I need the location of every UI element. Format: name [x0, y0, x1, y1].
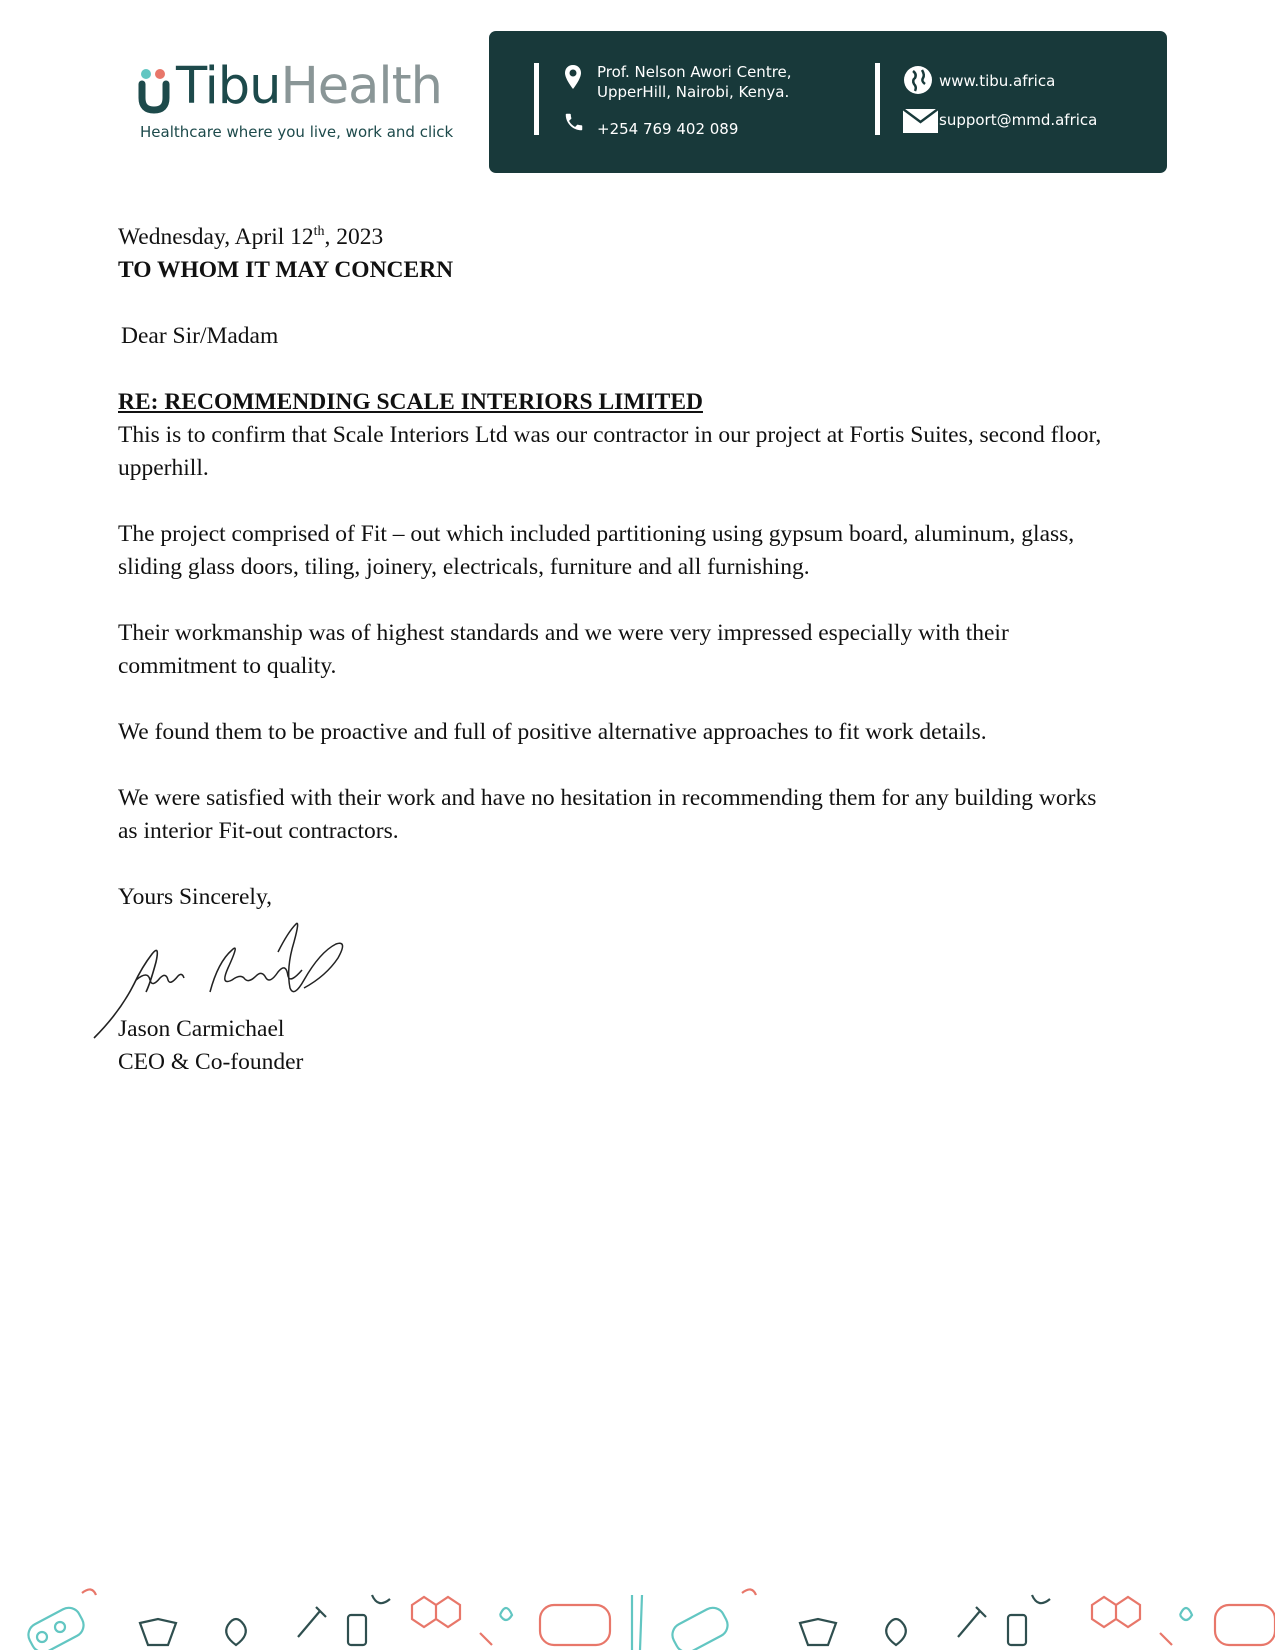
dropper-icon — [298, 1607, 326, 1637]
email-link[interactable]: support@mmd.africa — [939, 111, 1098, 129]
signer-title: CEO & Co-founder — [118, 1049, 304, 1075]
inhaler-icon — [1215, 1605, 1275, 1645]
bottle-icon — [1008, 1615, 1026, 1645]
globe-icon — [903, 65, 933, 95]
logo-tagline: Healthcare where you live, work and click — [140, 123, 454, 141]
envelope-icon — [903, 109, 938, 133]
molecule-icon — [412, 1597, 460, 1627]
drop-icon — [1180, 1608, 1192, 1620]
letter-date — [118, 221, 1118, 254]
company-logo — [138, 57, 468, 147]
decorative-footer-pattern — [0, 1575, 1275, 1650]
pill-icon — [37, 1632, 47, 1642]
divider — [534, 63, 539, 135]
address-line-1: Prof. Nelson Awori Centre, — [597, 63, 792, 81]
address-line-2: UpperHill, Nairobi, Kenya. — [597, 83, 790, 101]
drop-icon — [500, 1608, 512, 1620]
logo-wordmark — [176, 56, 442, 117]
logo-wordmark-health: Health — [280, 57, 442, 116]
molecule-icon — [1092, 1597, 1140, 1627]
website-link[interactable]: www.tibu.africa — [939, 72, 1056, 90]
stethoscope-icon — [82, 1589, 96, 1595]
addressee: TO WHOM IT MAY CONCERN — [118, 257, 454, 283]
paragraph-1: This is to confirm that Scale Interiors Ltd was our contractor in our project at Fortis Suites, second floor, upperhill. — [118, 422, 1102, 481]
date-text: Wednesday, April 12 — [118, 224, 314, 250]
phone-number[interactable]: +254 769 402 089 — [597, 120, 739, 138]
paragraph-3: Their workmanship was of highest standards and we were very impressed especially with their commitment to quality. — [118, 620, 1009, 679]
paragraph-4: We found them to be proactive and full of positive alternative approaches to fit work details. — [118, 719, 987, 745]
stethoscope-icon — [1032, 1595, 1050, 1603]
phone-icon — [563, 111, 585, 133]
lipstick-icon — [1160, 1633, 1172, 1645]
heart-icon — [226, 1619, 246, 1645]
date-year: , 2023 — [324, 224, 384, 250]
heart-icon — [886, 1619, 906, 1645]
tibu-logo-mark-icon — [138, 68, 174, 114]
lipstick-icon — [480, 1633, 492, 1645]
logo-wordmark-tibu: Tibu — [176, 57, 281, 116]
thermometer-icon — [632, 1595, 642, 1650]
inhaler-icon — [540, 1605, 610, 1645]
paragraph-5: We were satisfied with their work and have no hesitation in recommending them for any building works as interior Fit-out contractors. — [118, 785, 1097, 844]
closing: Yours Sincerely, — [118, 884, 273, 910]
shield-icon — [140, 1619, 176, 1645]
pill-icon — [55, 1622, 65, 1632]
bottle-icon — [348, 1615, 366, 1645]
divider — [875, 63, 880, 135]
salutation: Dear Sir/Madam — [121, 323, 279, 349]
subject-line: RE: RECOMMENDING SCALE INTERIORS LIMITED — [118, 389, 703, 415]
stethoscope-icon — [372, 1595, 390, 1603]
contact-info-panel — [489, 31, 1167, 173]
pill-pack-icon — [668, 1604, 732, 1650]
handwritten-signature — [90, 922, 350, 1042]
date-ordinal-suffix: th — [313, 224, 325, 240]
paragraph-2: The project comprised of Fit – out which included partitioning using gypsum board, aluminum, glass, sliding glass doors, tiling, joinery, electricals, furniture and all furnishing. — [118, 521, 1075, 580]
stethoscope-icon — [742, 1589, 756, 1595]
shield-icon — [800, 1619, 836, 1645]
signer-name: Jason Carmichael — [118, 1016, 285, 1042]
location-pin-icon — [564, 64, 582, 90]
dropper-icon — [958, 1607, 986, 1637]
